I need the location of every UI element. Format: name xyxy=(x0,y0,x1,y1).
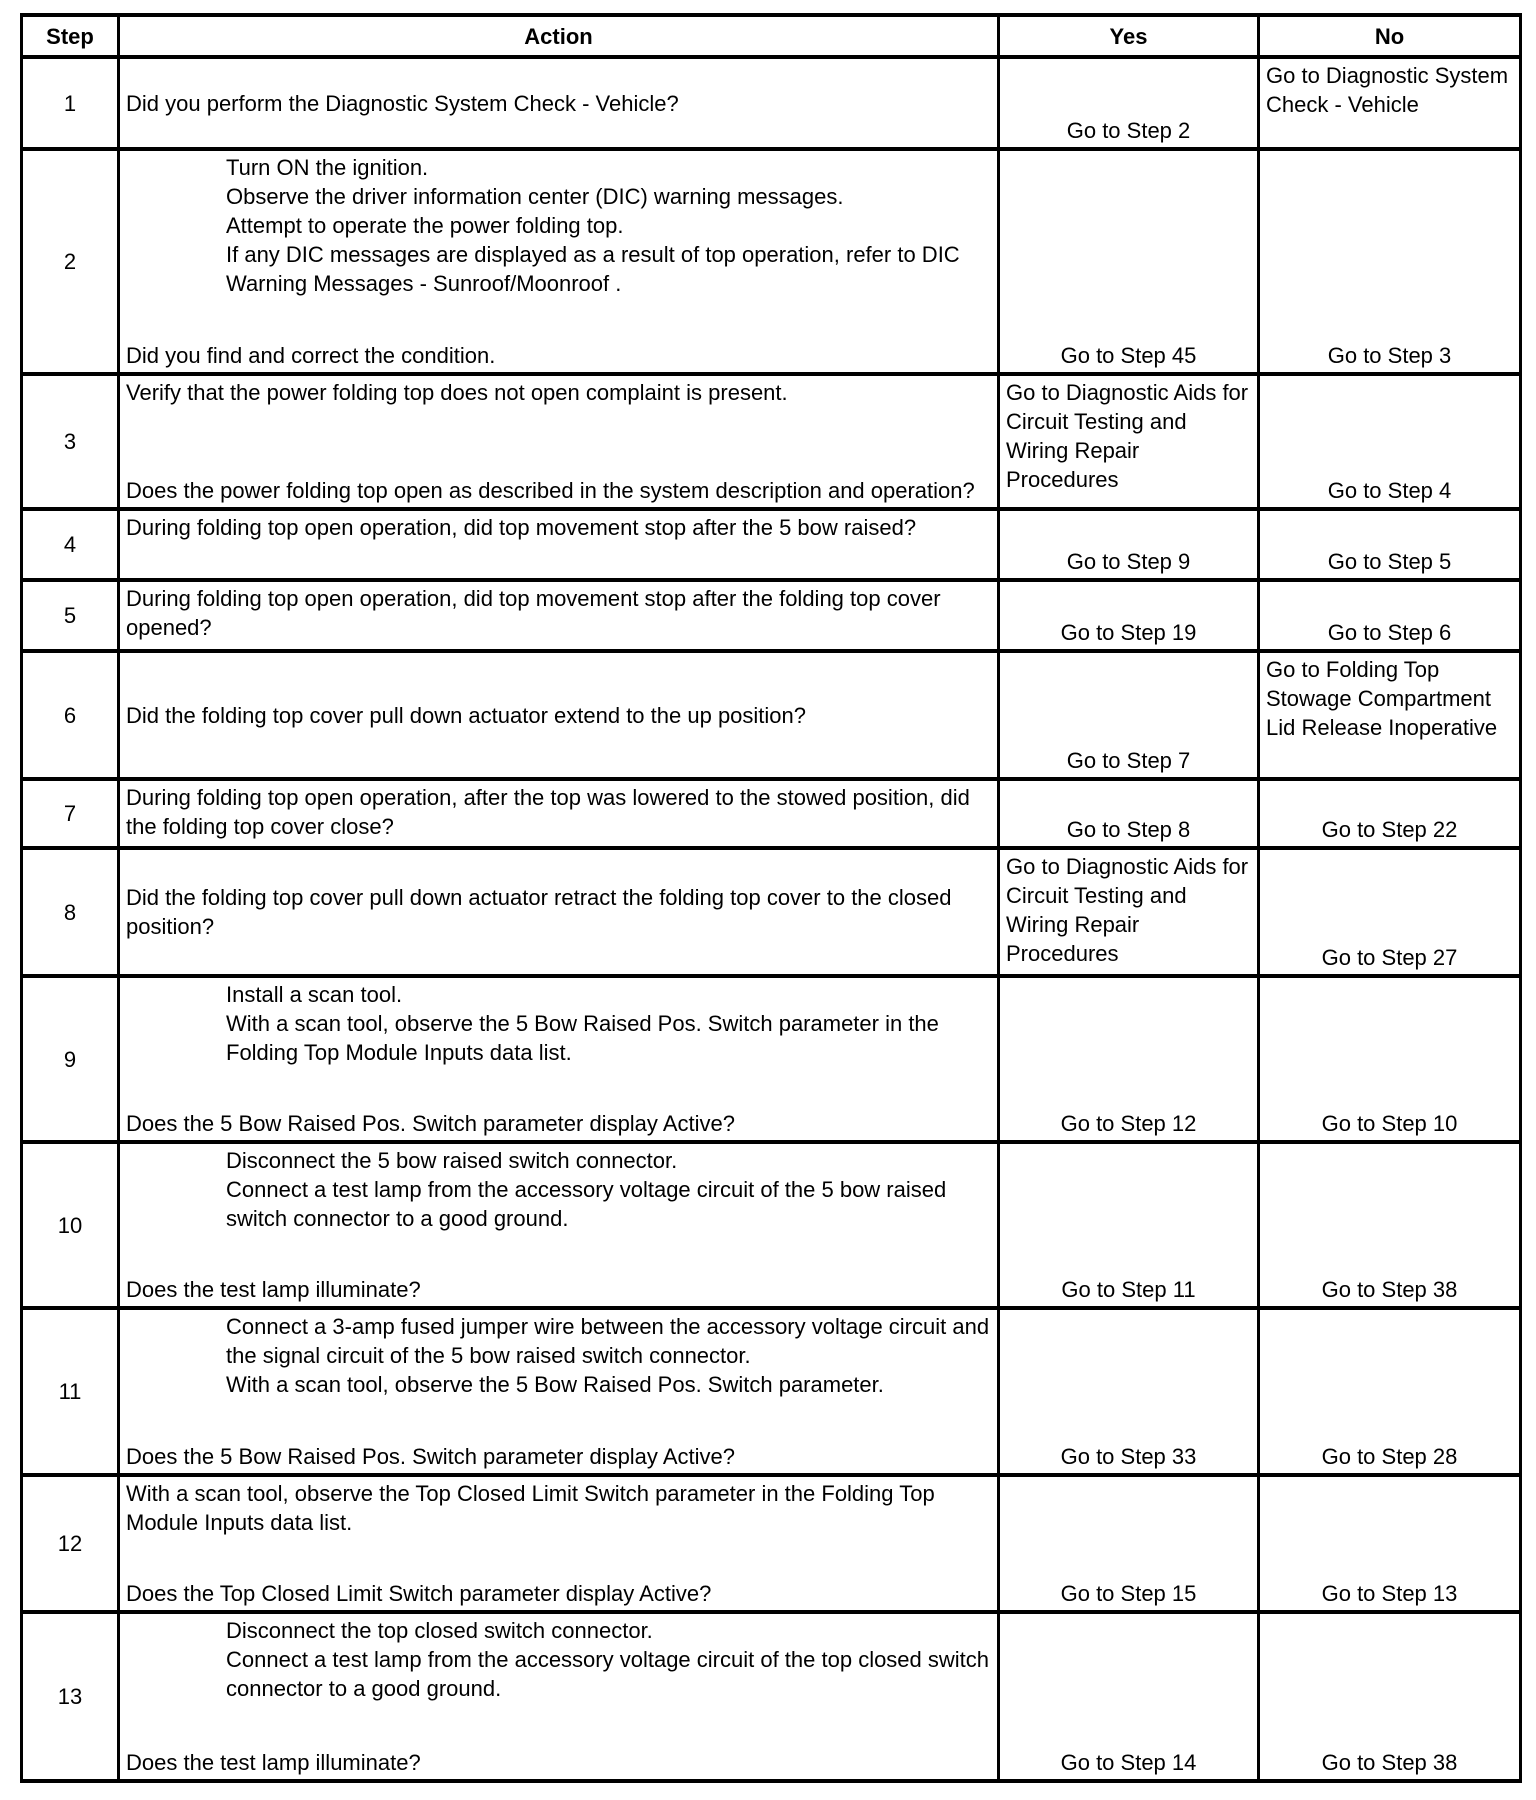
header-step: Step xyxy=(22,15,119,57)
step-number: 7 xyxy=(22,779,119,848)
no-cell: Go to Step 22 xyxy=(1259,779,1521,848)
step-number: 5 xyxy=(22,580,119,651)
no-cell: Go to Diagnostic System Check - Vehicle xyxy=(1259,57,1521,149)
yes-cell: Go to Step 45 xyxy=(999,149,1259,374)
action-step: Connect a 3-amp fused jumper wire between the accessory voltage circuit and the signal circuit of the 5 bow raised switch connector. xyxy=(226,1314,990,1368)
no-cell: Go to Step 6 xyxy=(1259,580,1521,651)
action-question: Did you find and correct the condition. xyxy=(126,343,496,368)
yes-cell: Go to Step 19 xyxy=(999,580,1259,651)
action-cell xyxy=(119,779,999,848)
action-cell xyxy=(119,580,999,651)
diagnostic-table xyxy=(20,13,1522,1783)
action-step: If any DIC messages are displayed as a result of top operation, refer to DIC Warning Messages - Sunroof/Moonroof . xyxy=(226,242,960,296)
step-number: 4 xyxy=(22,509,119,580)
action-question: Does the test lamp illuminate? xyxy=(126,1277,421,1302)
yes-cell: Go to Step 15 xyxy=(999,1475,1259,1612)
action-intro: With a scan tool, observe the Top Closed Limit Switch parameter in the Folding Top Module Inputs data list. xyxy=(126,1481,935,1535)
action-steps xyxy=(126,153,991,298)
action-question: Does the 5 Bow Raised Pos. Switch parameter display Active? xyxy=(126,1444,735,1469)
action-question: Did the folding top cover pull down actuator retract the folding top cover to the closed position? xyxy=(126,885,952,939)
yes-cell: Go to Step 8 xyxy=(999,779,1259,848)
no-cell: Go to Step 5 xyxy=(1259,509,1521,580)
action-cell xyxy=(119,1475,999,1612)
yes-cell: Go to Step 11 xyxy=(999,1142,1259,1308)
action-cell xyxy=(119,57,999,149)
action-cell xyxy=(119,149,999,374)
action-question: Does the test lamp illuminate? xyxy=(126,1750,421,1775)
action-step: Connect a test lamp from the accessory voltage circuit of the 5 bow raised switch connector to a good ground. xyxy=(226,1177,947,1231)
no-cell: Go to Step 27 xyxy=(1259,848,1521,976)
yes-cell: Go to Diagnostic Aids for Circuit Testing and Wiring Repair Procedures xyxy=(999,374,1259,509)
no-cell: Go to Step 10 xyxy=(1259,976,1521,1142)
action-cell xyxy=(119,1142,999,1308)
action-step: Disconnect the 5 bow raised switch connector. xyxy=(226,1148,678,1173)
no-cell: Go to Step 38 xyxy=(1259,1612,1521,1781)
table-row xyxy=(22,1475,1521,1612)
table-row xyxy=(22,848,1521,976)
action-step: Disconnect the top closed switch connector. xyxy=(226,1618,653,1643)
table-row xyxy=(22,57,1521,149)
yes-cell: Go to Step 9 xyxy=(999,509,1259,580)
table-row xyxy=(22,651,1521,779)
header-row xyxy=(22,15,1521,57)
action-question: During folding top open operation, did top movement stop after the folding top cover opened? xyxy=(126,586,941,640)
table-row xyxy=(22,374,1521,509)
step-number: 2 xyxy=(22,149,119,374)
action-cell xyxy=(119,374,999,509)
action-steps xyxy=(126,980,991,1067)
step-number: 1 xyxy=(22,57,119,149)
action-question: During folding top open operation, after the top was lowered to the stowed position, did the folding top cover close? xyxy=(126,785,970,839)
yes-cell: Go to Step 7 xyxy=(999,651,1259,779)
action-step: Install a scan tool. xyxy=(226,982,403,1007)
action-cell xyxy=(119,848,999,976)
no-cell: Go to Step 28 xyxy=(1259,1308,1521,1475)
step-number: 3 xyxy=(22,374,119,509)
action-question: During folding top open operation, did top movement stop after the 5 bow raised? xyxy=(126,515,917,540)
action-question: Does the Top Closed Limit Switch parameter display Active? xyxy=(126,1581,712,1606)
header-no: No xyxy=(1259,15,1521,57)
step-number: 8 xyxy=(22,848,119,976)
yes-cell: Go to Diagnostic Aids for Circuit Testing and Wiring Repair Procedures xyxy=(999,848,1259,976)
no-cell: Go to Step 13 xyxy=(1259,1475,1521,1612)
table-row xyxy=(22,149,1521,374)
action-steps xyxy=(126,1146,991,1233)
action-question: Did you perform the Diagnostic System Check - Vehicle? xyxy=(126,90,679,116)
table-row xyxy=(22,1308,1521,1475)
action-cell xyxy=(119,1308,999,1475)
action-cell xyxy=(119,651,999,779)
step-number: 13 xyxy=(22,1612,119,1781)
header-yes: Yes xyxy=(999,15,1259,57)
header-action: Action xyxy=(119,15,999,57)
action-step: Attempt to operate the power folding top. xyxy=(226,213,624,238)
action-steps xyxy=(126,1616,991,1703)
step-number: 6 xyxy=(22,651,119,779)
table-row xyxy=(22,580,1521,651)
no-cell: Go to Folding Top Stowage Compartment Lid Release Inoperative xyxy=(1259,651,1521,779)
yes-cell: Go to Step 14 xyxy=(999,1612,1259,1781)
table-row xyxy=(22,509,1521,580)
table-row xyxy=(22,976,1521,1142)
action-question: Does the 5 Bow Raised Pos. Switch parameter display Active? xyxy=(126,1111,735,1136)
step-number: 10 xyxy=(22,1142,119,1308)
action-steps xyxy=(126,1312,991,1399)
table-row xyxy=(22,779,1521,848)
action-question: Does the power folding top open as described in the system description and operation? xyxy=(126,478,975,503)
no-cell: Go to Step 3 xyxy=(1259,149,1521,374)
action-step: Turn ON the ignition. xyxy=(226,155,429,180)
yes-cell: Go to Step 33 xyxy=(999,1308,1259,1475)
action-cell xyxy=(119,509,999,580)
action-question: Did the folding top cover pull down actuator extend to the up position? xyxy=(126,702,807,728)
action-step: With a scan tool, observe the 5 Bow Raised Pos. Switch parameter. xyxy=(226,1372,884,1397)
action-step: Connect a test lamp from the accessory voltage circuit of the top closed switch connector to a good ground. xyxy=(226,1647,990,1701)
table-row xyxy=(22,1612,1521,1781)
no-cell: Go to Step 4 xyxy=(1259,374,1521,509)
action-step: Observe the driver information center (DIC) warning messages. xyxy=(226,184,844,209)
step-number: 12 xyxy=(22,1475,119,1612)
no-cell: Go to Step 38 xyxy=(1259,1142,1521,1308)
action-cell xyxy=(119,976,999,1142)
yes-cell: Go to Step 12 xyxy=(999,976,1259,1142)
action-cell xyxy=(119,1612,999,1781)
step-number: 11 xyxy=(22,1308,119,1475)
action-intro: Verify that the power folding top does not open complaint is present. xyxy=(126,380,788,405)
yes-cell: Go to Step 2 xyxy=(999,57,1259,149)
step-number: 9 xyxy=(22,976,119,1142)
action-step: With a scan tool, observe the 5 Bow Raised Pos. Switch parameter in the Folding Top Module Inputs data list. xyxy=(226,1011,939,1065)
table-row xyxy=(22,1142,1521,1308)
